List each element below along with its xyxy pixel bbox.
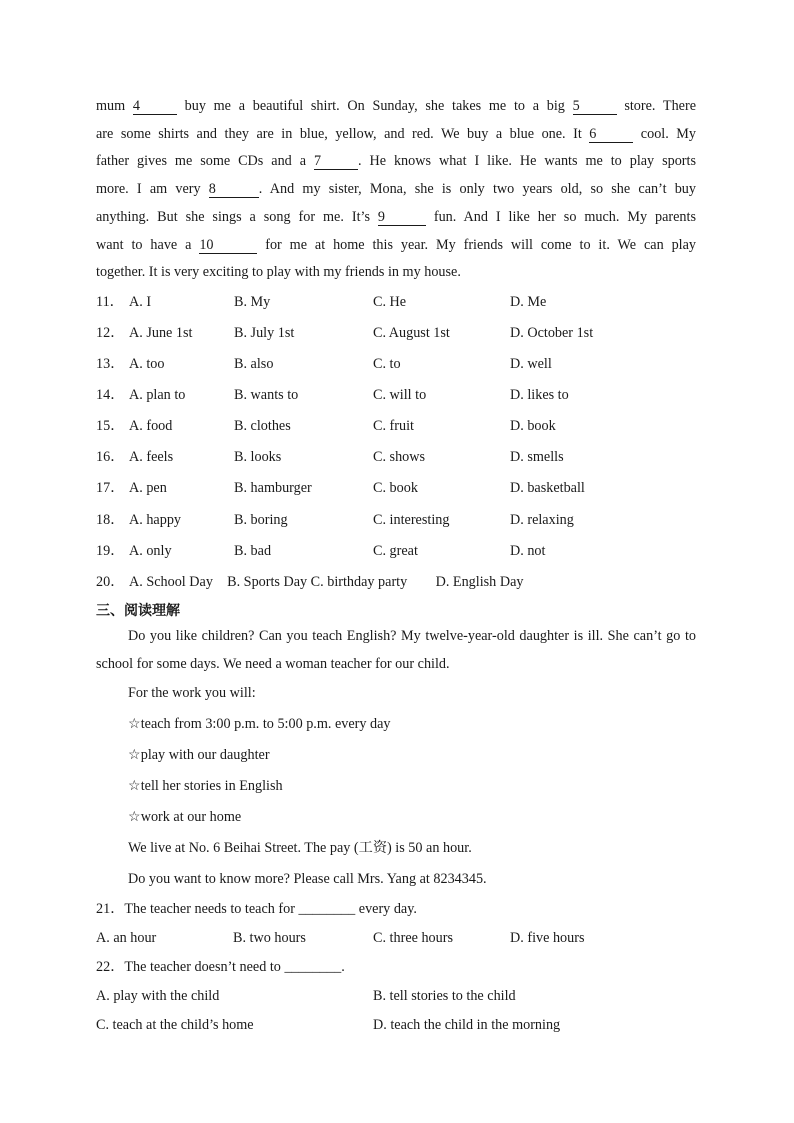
question-21-stem: 21．The teacher needs to teach for ________ every day.	[96, 900, 417, 917]
cloze-line: want to have a 10 for me at home this year. My friends will come to it. We can play	[96, 236, 696, 253]
cloze-line: mum 4 buy me a beautiful shirt. On Sunday, she takes me to a big 5 store. There	[96, 98, 696, 114]
option-d: D. teach the child in the morning	[373, 1016, 561, 1033]
question-row: 13． A. too B. also C. to D. well	[96, 356, 552, 373]
question-row: 12． A. June 1st B. July 1st C. August 1st D. October 1st	[96, 325, 594, 342]
blank-6: 6	[589, 126, 633, 143]
blank-7: 7	[314, 153, 358, 170]
cloze-options	[96, 287, 696, 598]
question-row: 19． A. only B. bad C. great D. not	[96, 542, 546, 559]
blank-4: 4	[133, 98, 177, 115]
question-21-options	[96, 924, 696, 953]
ad-line: ☆tell her stories in English	[128, 777, 283, 794]
option-a: A. play with the child	[96, 987, 220, 1004]
question-row: 16． A. feels B. looks C. shows D. smells	[96, 449, 564, 466]
blank-5: 5	[573, 98, 617, 115]
option-c: C. teach at the child’s home	[96, 1016, 254, 1033]
option-a: A. an hour	[96, 929, 157, 946]
question-row: 20． A. School Day B. Sports Day C. birthday party D. English Day	[96, 573, 524, 590]
blank-9: 9	[378, 209, 426, 226]
reading-intro: Do you like children? Can you teach English? My twelve-year-old daughter is ill. She can’t go to school for some days. We need a woman teacher for our child.	[96, 627, 696, 672]
ad-line: For the work you will:	[128, 684, 256, 701]
reading-ad	[96, 678, 696, 895]
question-row: 11． A. I B. My C. He D. Me	[96, 293, 547, 310]
blank-10: 10	[199, 237, 257, 254]
section-title: 三、阅读理解	[96, 602, 180, 619]
cloze-line: more. I am very 8 . And my sister, Mona, she is only two years old, so she can’t buy	[96, 181, 696, 198]
ad-line: We live at No. 6 Beihai Street. The pay (工资) is 50 an hour.	[128, 839, 472, 856]
question-22-options-row2	[96, 1011, 696, 1040]
cloze-line: together. It is very exciting to play with my friends in my house.	[96, 264, 461, 281]
question-row: 14． A. plan to B. wants to C. will to D. likes to	[96, 387, 569, 404]
cloze-line: anything. But she sings a song for me. It’s 9 fun. And I like her so much. My parents	[96, 208, 696, 225]
option-d: D. five hours	[510, 929, 585, 946]
question-22-stem: 22．The teacher doesn’t need to ________.	[96, 958, 345, 975]
ad-line: Do you want to know more? Please call Mrs. Yang at 8234345.	[128, 870, 487, 887]
option-b: B. two hours	[233, 929, 306, 946]
cloze-line: are some shirts and they are in blue, yellow, and red. We buy a blue one. It 6 cool. My	[96, 125, 696, 142]
ad-line: ☆teach from 3:00 p.m. to 5:00 p.m. every day	[128, 715, 391, 732]
cloze-passage	[96, 93, 696, 287]
question-row: 15． A. food B. clothes C. fruit D. book	[96, 418, 556, 435]
option-c: C. three hours	[373, 929, 453, 946]
worksheet-page	[96, 93, 696, 1040]
option-b: B. tell stories to the child	[373, 987, 516, 1004]
question-row: 18． A. happy B. boring C. interesting D. relaxing	[96, 511, 574, 528]
ad-line: ☆play with our daughter	[128, 746, 270, 763]
ad-line: ☆work at our home	[128, 808, 242, 825]
blank-8: 8	[209, 181, 259, 198]
cloze-line: father gives me some CDs and a 7 . He knows what I like. He wants me to play sports	[96, 153, 696, 170]
question-22-options-row1	[96, 982, 696, 1011]
question-row: 17． A. pen B. hamburger C. book D. basketball	[96, 480, 585, 497]
